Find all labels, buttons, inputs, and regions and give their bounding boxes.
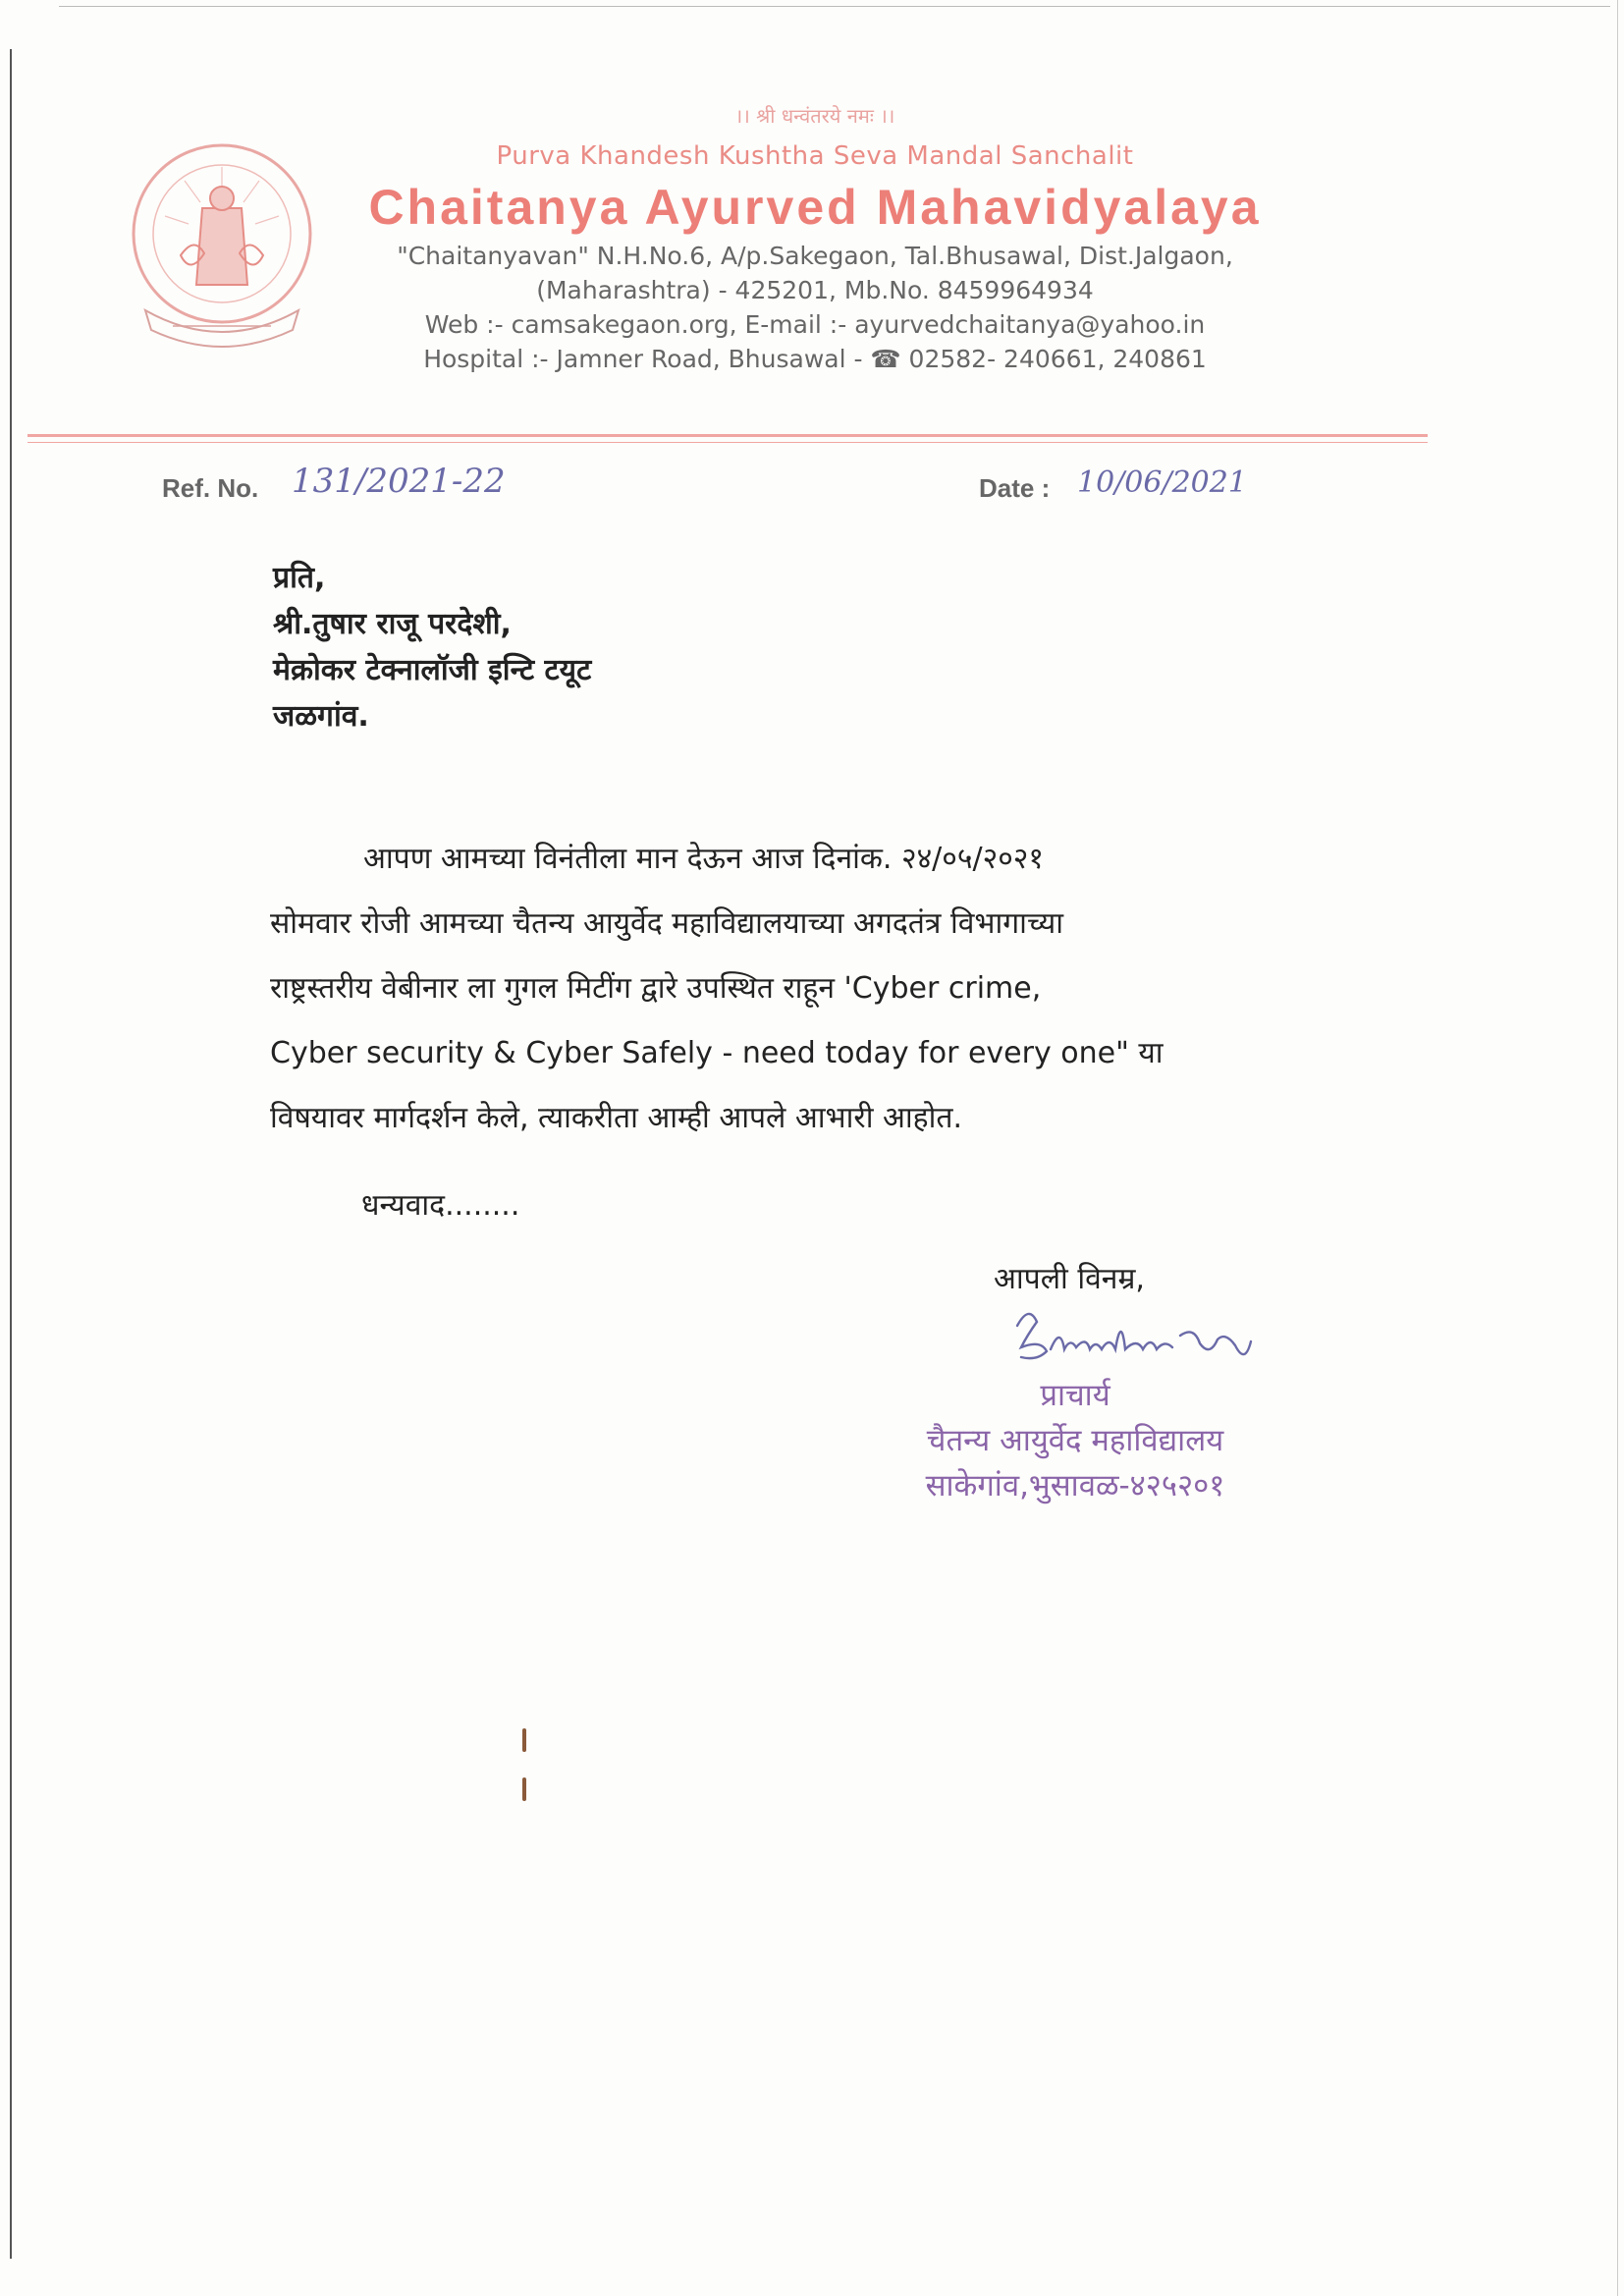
addressee-name: श्री.तुषार राजू परदेशी, (273, 607, 512, 641)
stamp-address: साकेगांव,भुसावळ-४२५२०१ (925, 1468, 1225, 1503)
addressee-salutation: प्रति, (273, 561, 326, 595)
addressee-block (273, 555, 591, 739)
closing-regards: आपली विनम्र, (994, 1262, 1145, 1296)
stamp-designation: प्राचार्य (1040, 1378, 1110, 1413)
scan-mark-upper (522, 1728, 526, 1752)
date-label: Date : (979, 473, 1051, 503)
closing-thanks: धन्यवाद........ (361, 1188, 520, 1223)
ref-label: Ref. No. (162, 473, 259, 503)
body-line-3: राष्ट्रस्तरीय वेबीनार ला गुगल मिटींग द्वारे उपस्थित राहून 'Cyber crime, (270, 971, 1042, 1006)
letterhead-sanchalit: Purva Khandesh Kushtha Seva Mandal Sanchalit (496, 141, 1134, 171)
principal-signature (1007, 1296, 1282, 1375)
body-line-1: आपण आमच्या विनंतीला मान देऊन आज दिनांक. २४/०५/२०२१ (363, 842, 1044, 876)
stamp-institution: चैतन्य आयुर्वेद महाविद्यालय (926, 1423, 1224, 1458)
letterhead-contact-line: Web :- camsakegaon.org, E-mail :- ayurvedchaitanya@yahoo.in (424, 310, 1206, 339)
page-edge-top (59, 6, 1610, 7)
letterhead-address-line1: "Chaitanyavan" N.H.No.6, A/p.Sakegaon, Tal.Bhusawal, Dist.Jalgaon, (397, 242, 1233, 270)
page-edge-right (1617, 0, 1618, 2296)
letterhead-college-name: Chaitanya Ayurved Mahavidyalaya (368, 180, 1262, 235)
body-line-2: सोमवार रोजी आमच्या चैतन्य आयुर्वेद महाविद्यालयाच्या अगदतंत्र विभागाच्या (270, 906, 1063, 941)
institution-seal (126, 137, 318, 354)
letterhead-rule-bottom (27, 442, 1428, 443)
letterhead (334, 102, 1296, 373)
letterhead-hospital-line: Hospital :- Jamner Road, Bhusawal - ☎ 02582- 240661, 240861 (423, 345, 1207, 373)
letterhead-address-line2: (Maharashtra) - 425201, Mb.No. 8459964934 (536, 276, 1094, 304)
page-edge-left (10, 49, 12, 2259)
letterhead-rule-top (27, 434, 1428, 437)
principal-stamp (879, 1373, 1272, 1508)
addressee-organization: मेक्रोकर टेक्नालॉजी इन्टि टयूट (273, 653, 592, 687)
ref-number: 131/2021-22 (292, 462, 506, 501)
body-line-4: Cyber security & Cyber Safely - need today for every one" या (270, 1036, 1164, 1070)
scan-mark-lower (522, 1777, 526, 1801)
letter-body (270, 827, 1252, 1151)
reference-row (162, 462, 1301, 520)
letterhead-invocation: ।। श्री धन्वंतरये नमः ।। (734, 104, 895, 128)
body-line-5: विषयावर मार्गदर्शन केले, त्याकरीता आम्ही आपले आभारी आहोत. (270, 1101, 962, 1135)
addressee-city: जळगांव. (273, 699, 369, 734)
date-value: 10/06/2021 (1077, 465, 1247, 500)
